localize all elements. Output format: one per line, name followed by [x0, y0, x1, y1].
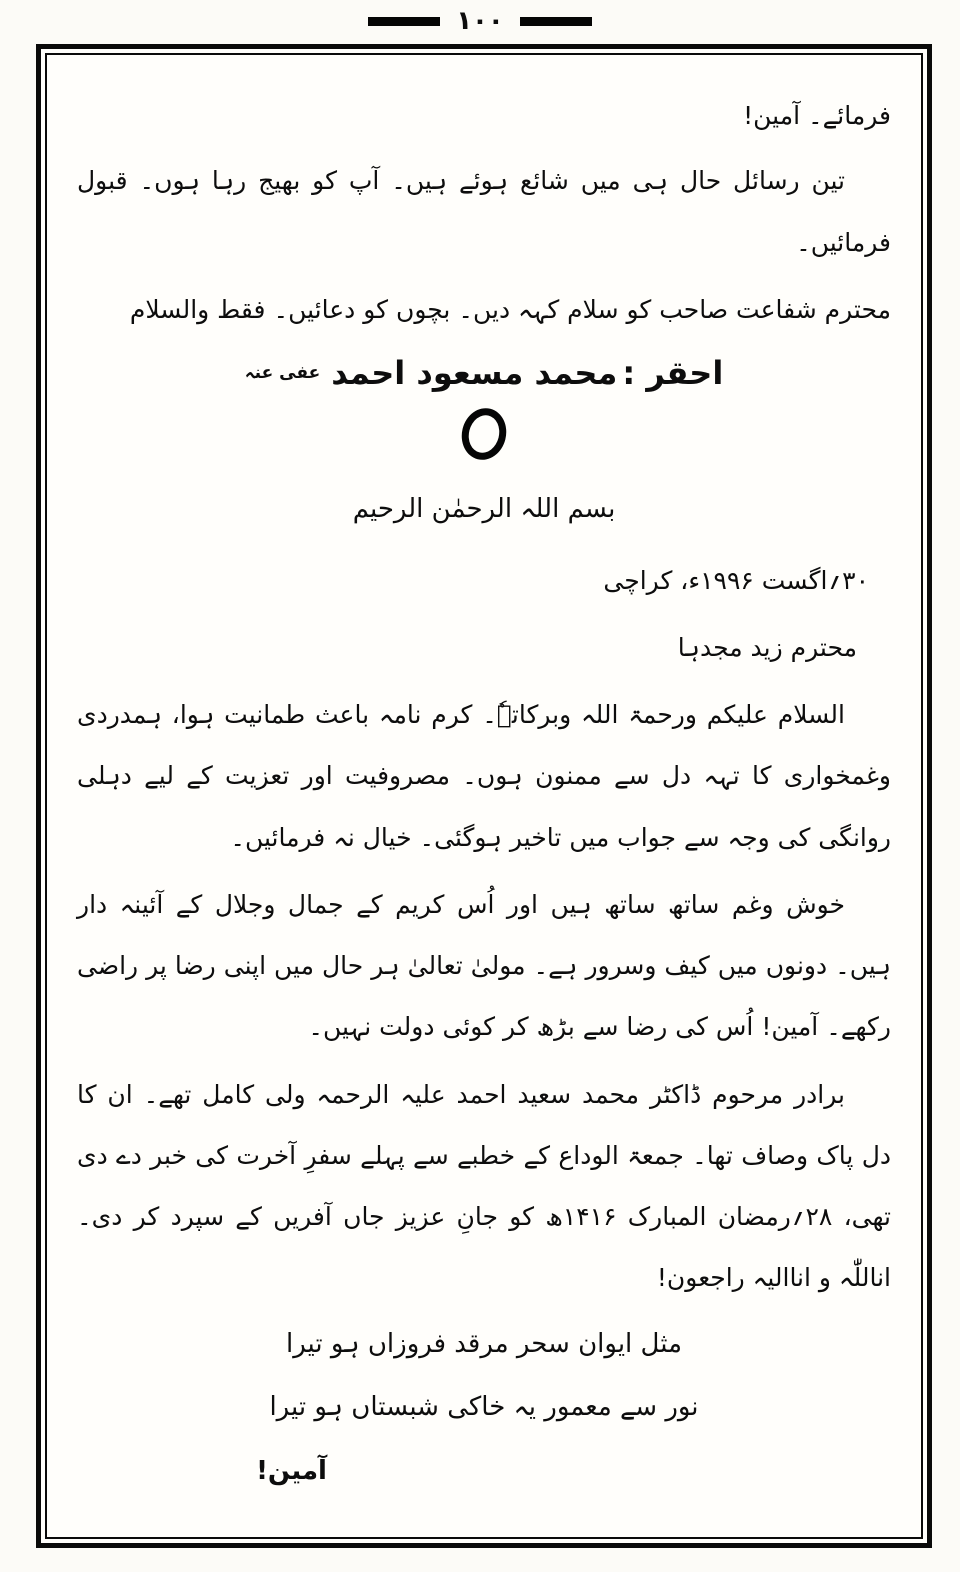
bismillah-line: بسم اللہ الرحمٰن الرحیم: [352, 494, 616, 524]
verse-line-2: نور سے معمور یہ خاکی شبستاں ہو تیرا: [269, 1392, 699, 1423]
page-number-row: [0, 6, 960, 36]
ring-ornament-icon: [456, 403, 511, 464]
signature-suffix: عفی عنہ: [244, 362, 321, 383]
page-number-rule-right: [520, 17, 592, 26]
page-number-rule-left: [368, 17, 440, 26]
outer-frame: [36, 44, 932, 1548]
signature-name: محمد مسعود احمد: [331, 354, 618, 392]
paragraph-2: خوش وغم ساتھ ساتھ ہیں اور اُس کریم کے جمال وجلال کے آئینہ دار ہیں۔ دونوں میں کیف وسرور ہے۔ مولیٰ تعالیٰ ہر حال میں اپنی رضا پر راضی رکھے۔ آمین! اُس کی رضا سے بڑھ کر کوئی دولت نہیں۔: [77, 889, 891, 1042]
page-number: ۱۰۰: [456, 6, 504, 36]
paragraph-3: برادر مرحوم ڈاکٹر محمد سعید احمد علیہ الرحمہ ولی کامل تھے۔ ان کا دل پاک وصاف تھا۔ جمعۃ الوداع کے خطبے سے پہلے سفرِ آخرت کی خبر دے دی تھی، ۲۸؍رمضان المبارک ۱۴۱۶ھ کو جانِ عزیز جاں آفریں کے سپرد کر دی۔ اناللّٰہ و اناالیہ راجعون!: [77, 1079, 891, 1293]
inner-frame: [45, 53, 923, 1539]
paragraph-salam: محترم شفاعت صاحب کو سلام کہہ دیں۔ بچوں کو دعائیں۔ فقط والسلام: [129, 294, 891, 324]
date-line: ۳۰؍اگست ۱۹۹۶ء، کراچی: [603, 565, 869, 595]
paragraph-1: السلام علیکم ورحمۃ اللہ وبرکاتہٗ۔ کرم نامہ باعث طمانیت ہوا، ہمدردی وغمخواری کا تہہ دل سے ممنون ہوں۔ مصروفیت اور تعزیت کے لیے دہلی روانگی کی وجہ سے جواب میں تاخیر ہوگئی۔ خیال نہ فرمائیں۔: [77, 700, 891, 852]
signature-prefix: احقر :: [622, 354, 724, 392]
amin-line: آمین!: [256, 1456, 327, 1487]
signature-row: [77, 354, 891, 392]
letter-closing-line: فرمائے۔ آمین!: [743, 101, 891, 130]
paragraph-rasail: تین رسائل حال ہی میں شائع ہوئے ہیں۔ آپ کو بھیج رہا ہوں۔ قبول فرمائیں۔: [77, 166, 891, 257]
addressee-line: محترم زید مجدہا: [677, 632, 857, 662]
verse-line-1: مثل ایوان سحر مرقد فروزاں ہو تیرا: [285, 1328, 683, 1359]
